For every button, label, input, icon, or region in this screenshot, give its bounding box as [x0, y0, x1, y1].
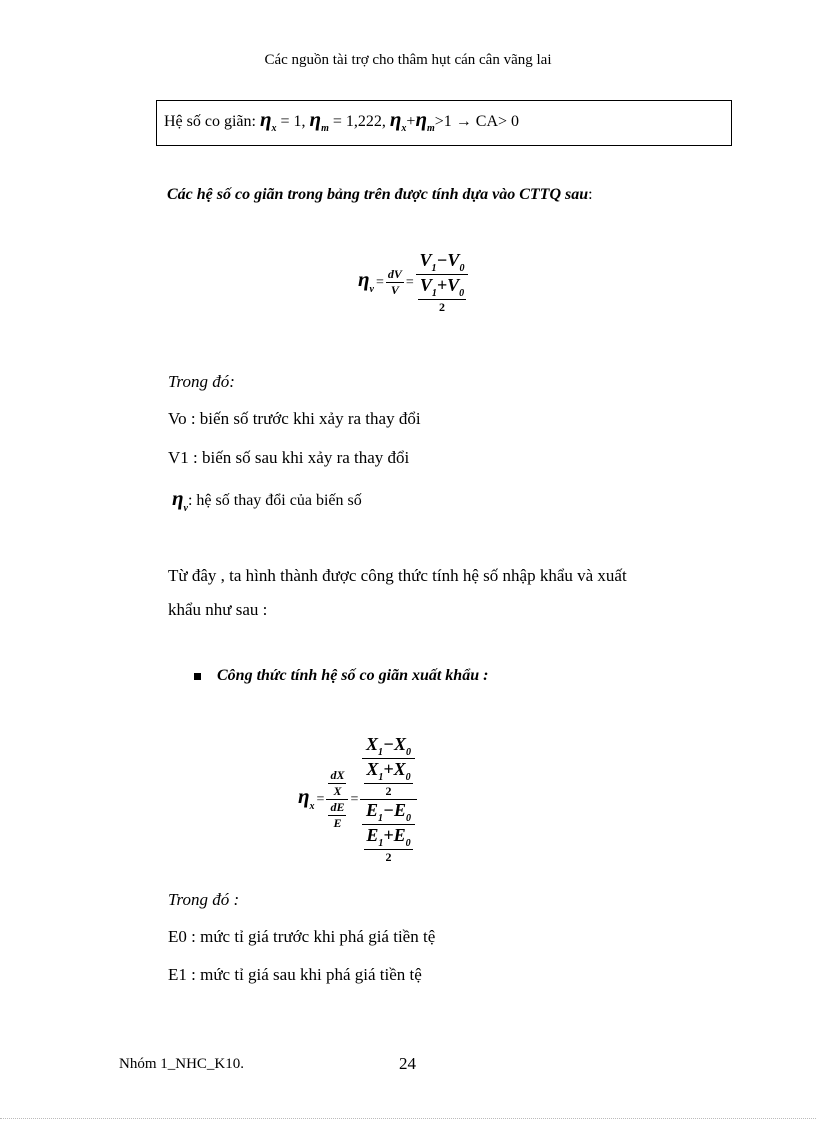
sub-v: v: [183, 503, 188, 514]
numerator-dX: dX: [330, 768, 345, 782]
legend-title: Trong đó:: [168, 372, 235, 391]
formula-eta-v: $\eta_v=$ $\frac{dV}{V}$ = $\frac{V_1-V_0}{\frac{V_1+V_0}{2}}$: [358, 250, 468, 315]
denominator-V: V: [390, 283, 399, 297]
legend-vo: Vo : biến số trước khi xảy ra thay đổi: [168, 409, 421, 428]
eta-symbol: η: [259, 107, 272, 131]
e-change-fraction: $\frac{E_1-E_0}{\frac{E_1+E_0}{2}}$: [360, 800, 416, 865]
section-heading: [167, 186, 593, 204]
fraction-dv-v: [386, 267, 404, 298]
legend-e1: E1 : mức tỉ giá sau khi phá giá tiền tệ: [168, 965, 422, 984]
eta-symbol: η: [358, 267, 370, 292]
bullet-heading: Công thức tính hệ số co giãn xuất khẩu :: [217, 667, 489, 684]
legend-v1: V1 : biến số sau khi xảy ra thay đổi: [168, 448, 410, 467]
eta-symbol: η: [298, 784, 310, 809]
x-change-fraction: $\frac{X_1-X_0}{\frac{X_1+X_0}{2}}$: [360, 734, 416, 800]
sub-m: m: [426, 123, 435, 134]
footer-group: Nhóm 1_NHC_K10.: [119, 1056, 245, 1072]
section-heading-text: Các hệ số co giãn trong bảng trên được tính dựa vào CTTQ sau: [167, 186, 589, 203]
eta-symbol: η: [415, 107, 427, 131]
formula-eta-x: $\eta_x=$ $\frac{\frac{dX}{X}}{\frac{dE}{E}}$ = $\frac{\frac{X_1-X_0}{\frac{X_1+X_0}{2}}}{\frac{E_1-E_0}{\frac{E_1+E_0}{2}}}$: [298, 734, 417, 865]
eta-symbol: η: [172, 486, 184, 510]
plus-sign: +: [406, 113, 416, 130]
sub-m: m: [321, 123, 329, 134]
sub-x: x: [271, 123, 277, 134]
elasticity-label: Hệ số co giãn:: [164, 113, 256, 130]
legend-e0: E0 : mức tỉ giá trước khi phá giá tiền tệ: [168, 927, 436, 946]
eta-symbol: η: [389, 107, 402, 131]
condition-text: >1 → CA> 0: [434, 113, 520, 130]
page-edge-divider: [0, 1118, 816, 1119]
fraction-x-over-e: [360, 734, 416, 865]
sub-v: v: [369, 284, 374, 296]
fraction-v-change: [416, 250, 468, 315]
eta-symbol: η: [309, 107, 322, 131]
bullet-square-icon: [194, 673, 201, 680]
sub-x: x: [401, 123, 407, 134]
legend-eta: [172, 486, 362, 514]
legend-title-2: Trong đó :: [168, 890, 240, 909]
sub-x: x: [309, 801, 315, 813]
page-number: 24: [399, 1054, 416, 1073]
paragraph-line-1: Từ đây , ta hình thành được công thức tính hệ số nhập khẩu và xuất: [168, 566, 627, 585]
elasticity-summary: [164, 107, 519, 134]
paragraph-line-2: khẩu như sau :: [168, 600, 268, 619]
denominator-average: $\frac{V_1+V_0}{2}$: [419, 275, 465, 314]
eta-x-value: = 1,: [280, 113, 306, 130]
eta-m-value: = 1,222,: [332, 113, 386, 130]
fraction-dx-de: [326, 768, 348, 831]
denominator-E: E: [333, 816, 342, 830]
denominator-X: X: [333, 784, 342, 798]
numerator-dE: dE: [330, 800, 345, 814]
section-heading-colon: :: [588, 186, 593, 203]
page-header: Các nguồn tài trợ cho thâm hụt cán cân vãng lai: [264, 52, 552, 68]
legend-eta-text: : hệ số thay đổi của biến số: [187, 492, 362, 509]
numerator-v1-v0: $V_1-V_0$: [416, 250, 468, 275]
numerator-dV: dV: [387, 267, 402, 281]
